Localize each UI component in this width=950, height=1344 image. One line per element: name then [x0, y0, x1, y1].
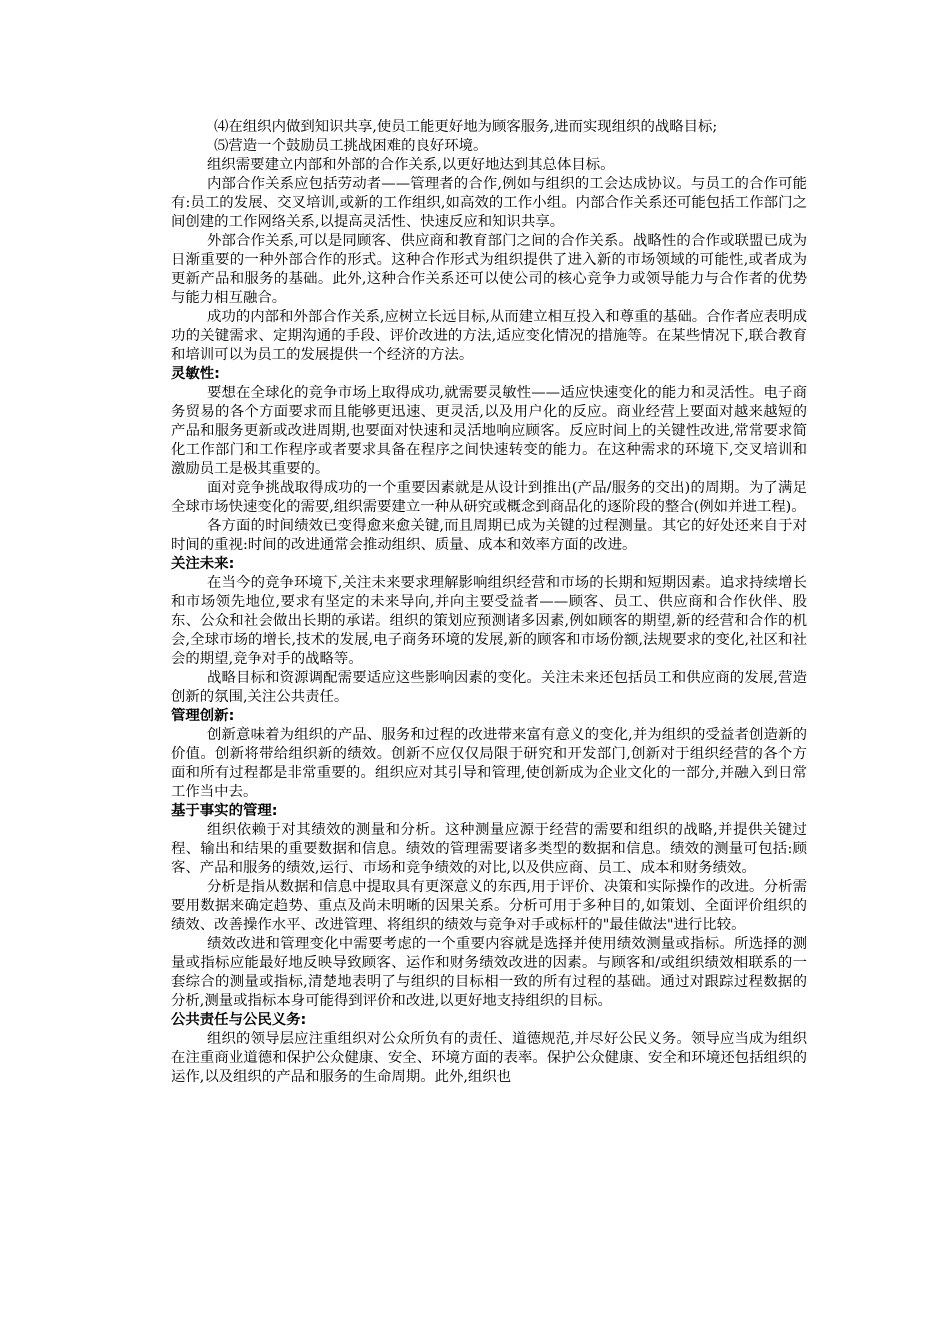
innovation-paragraph-1: 创新意味着为组织的产品、服务和过程的改进带来富有意义的变化,并为组织的受益者创造新的价值。创新将带给组织新的绩效。创新不应仅仅局限于研究和开发部门,创新对于组织经营的各个方面和所有过程都是非常重要的。组织应对其引导和管理,使创新成为企业文化的一部分,并融入到日常工作当中去。 — [171, 727, 807, 800]
facts-paragraph-2: 分析是指从数据和信息中提取具有更深意义的东西,用于评价、决策和实际操作的改进。分析需要用数据来确定趋势、重点及尚未明晰的因果关系。分析可用于多种目的,如策划、全面评价组织的绩效、改善操作水平、改进管理、将组织的绩效与竞争对手或标杆的"最佳做法"进行比较。 — [171, 879, 807, 933]
agility-paragraph-1: 要想在全球化的竞争市场上取得成功,就需要灵敏性——适应快速变化的能力和灵活性。电子商务贸易的各个方面要求而且能够更迅速、更灵活,以及用户化的反应。商业经营上要面对越来越短的产品和服务更新或改进周期,也要面对快速和灵活地响应顾客。反应时间上的关键性改进,常常要求简化工作部门和工作程序或者要求具备在程序之间快速转变的能力。在这种需求的环境下,交叉培训和激励员工是极其重要的。 — [171, 385, 807, 477]
facts-paragraph-3: 绩效改进和管理变化中需要考虑的一个重要内容就是选择并使用绩效测量或指标。所选择的测量或指标应能最好地反映导致顾客、运作和财务绩效改进的因素。与顾客和/或组织绩效相联系的一套综合的测量或指标,清楚地表明了与组织的目标相一致的所有过程的基础。通过对跟踪过程数据的分析,测量或指标本身可能得到评价和改进,以更好地支持组织的目标。 — [171, 936, 807, 1009]
agility-paragraph-3: 各方面的时间绩效已变得愈来愈关键,而且周期已成为关键的过程测量。其它的好处还来自于对时间的重视:时间的改进通常会推动组织、质量、成本和效率方面的改进。 — [171, 518, 807, 553]
future-heading: 关注未来: — [171, 556, 235, 572]
innovation-heading: 管理创新: — [171, 708, 235, 724]
future-paragraph-2: 战略目标和资源调配需要适应这些影响因素的变化。关注未来还包括员工和供应商的发展,营造创新的氛围,关注公共责任。 — [171, 670, 807, 705]
responsibility-paragraph-1: 组织的领导层应注重组织对公众所负有的责任、道德规范,并尽好公民义务。领导应当成为组织在注重商业道德和保护公众健康、安全、环境方面的表率。保护公众健康、安全和环境还包括组织的运作,以及组织的产品和服务的生命周期。此外,组织也 — [171, 1031, 807, 1085]
responsibility-heading: 公共责任与公民义务: — [171, 1012, 307, 1028]
document-body — [171, 118, 807, 1087]
partnership-paragraph-3: 外部合作关系,可以是同顾客、供应商和教育部门之间的合作关系。战略性的合作或联盟已成为日渐重要的一种外部合作的形式。这种合作形式为组织提供了进入新的市场领域的可能性,或者成为更新产品和服务的基础。此外,这种合作关系还可以使公司的核心竞争力或领导能力与合作者的优势与能力相互融合。 — [171, 233, 807, 306]
list-item-4: ⑷在组织内做到知识共享,使员工能更好地为顾客服务,进而实现组织的战略目标; — [214, 119, 718, 135]
partnership-paragraph-4: 成功的内部和外部合作关系,应树立长远目标,从而建立相互投入和尊重的基础。合作者应表明成功的关键需求、定期沟通的手段、评价改进的方法,适应变化情况的措施等。在某些情况下,联合教育和培训可以为员工的发展提供一个经济的方法。 — [171, 309, 807, 363]
list-item-5: ⑸营造一个鼓励员工挑战困难的良好环境。 — [214, 138, 488, 154]
partnership-paragraph-2: 内部合作关系应包括劳动者——管理者的合作,例如与组织的工会达成协议。与员工的合作可能有:员工的发展、交叉培训,或新的工作组织,如高效的工作小组。内部合作关系还可能包括工作部门之间创建的工作网络关系,以提高灵活性、快速反应和知识共享。 — [171, 176, 807, 230]
future-paragraph-1: 在当今的竞争环境下,关注未来要求理解影响组织经营和市场的长期和短期因素。追求持续增长和市场领先地位,要求有坚定的未来导向,并向主要受益者——顾客、员工、供应商和合作伙伴、股东、公众和社会做出长期的承诺。组织的策划应预测诸多因素,例如顾客的期望,新的经营和合作的机会,全球市场的增长,技术的发展,电子商务环境的发展,新的顾客和市场份额,法规要求的变化,社区和社会的期望,竞争对手的战略等。 — [171, 575, 807, 667]
facts-heading: 基于事实的管理: — [171, 803, 278, 819]
partnership-paragraph-1: 组织需要建立内部和外部的合作关系,以更好地达到其总体目标。 — [207, 157, 615, 173]
agility-heading: 灵敏性: — [171, 366, 220, 382]
facts-paragraph-1: 组织依赖于对其绩效的测量和分析。这种测量应源于经营的需要和组织的战略,并提供关键过程、输出和结果的重要数据和信息。绩效的管理需要诸多类型的数据和信息。绩效的测量可包括:顾客、产品和服务的绩效,运行、市场和竞争绩效的对比,以及供应商、员工、成本和财务绩效。 — [171, 822, 807, 876]
agility-paragraph-2: 面对竞争挑战取得成功的一个重要因素就是从设计到推出(产品/服务的交出)的周期。为了满足全球市场快速变化的需要,组织需要建立一种从研究或概念到商品化的逐阶段的整合(例如并进工程)。 — [171, 480, 807, 515]
